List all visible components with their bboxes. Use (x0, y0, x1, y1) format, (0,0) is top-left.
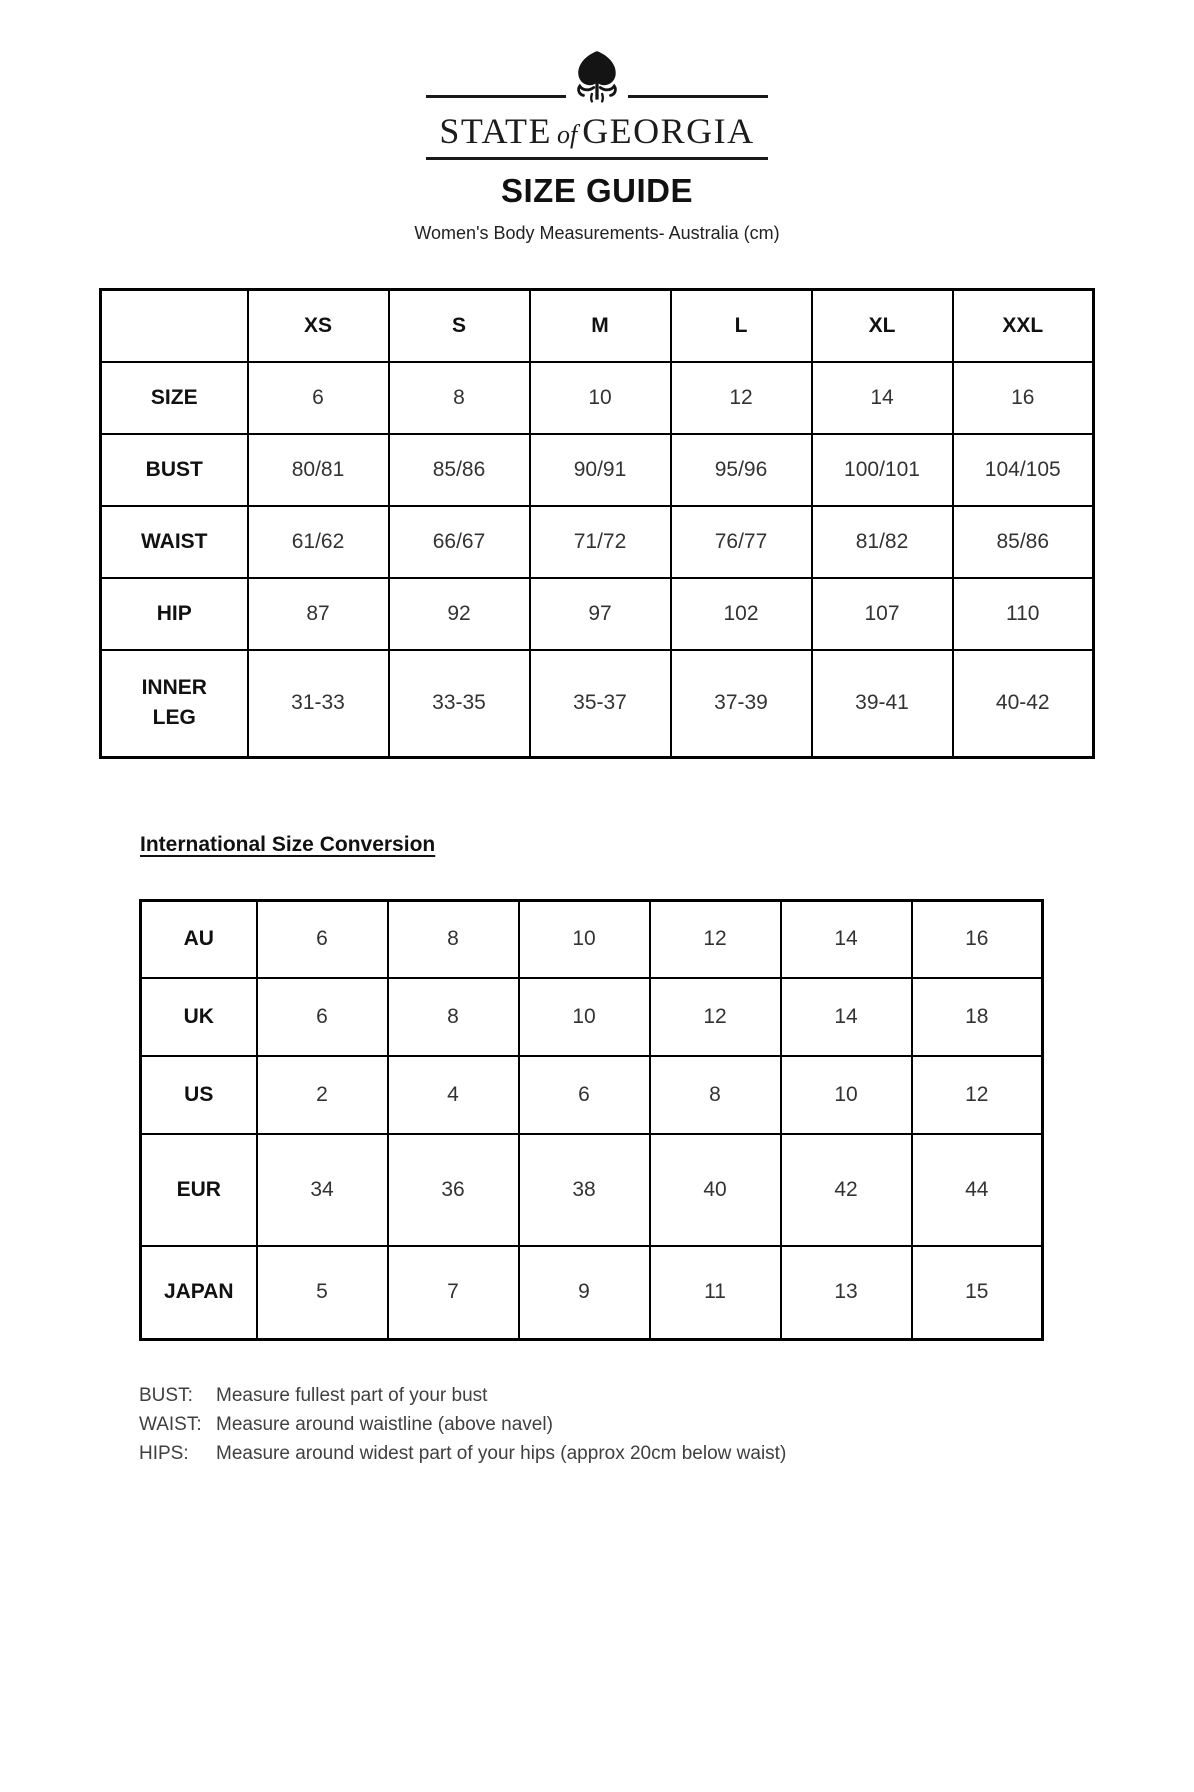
cell-value: 35-37 (530, 650, 671, 757)
cell-value: 102 (671, 578, 812, 650)
cell-value: 6 (257, 978, 388, 1056)
cell-value: 4 (388, 1056, 519, 1134)
note-label: BUST: (139, 1384, 193, 1406)
cell-value: 40 (650, 1134, 781, 1246)
cell-value: 37-39 (671, 650, 812, 757)
column-header-xl: XL (812, 289, 953, 362)
cell-value: 85/86 (953, 506, 1094, 578)
table-row-japan (141, 1246, 1043, 1339)
cell-value: 100/101 (812, 434, 953, 506)
cell-value: 95/96 (671, 434, 812, 506)
note-label: WAIST: (139, 1413, 202, 1435)
note-text: Measure around waistline (above navel) (216, 1413, 553, 1435)
tree-icon (569, 48, 625, 112)
note-row-hips (139, 1439, 1194, 1468)
column-header-xxl: XXL (953, 289, 1094, 362)
cell-value: 10 (519, 978, 650, 1056)
cell-value: 18 (912, 978, 1043, 1056)
cell-value: 10 (519, 900, 650, 978)
cell-value: 34 (257, 1134, 388, 1246)
cell-value: 8 (388, 978, 519, 1056)
cell-value: 12 (912, 1056, 1043, 1134)
cell-value: 12 (650, 978, 781, 1056)
cell-value: 81/82 (812, 506, 953, 578)
cell-value: 39-41 (812, 650, 953, 757)
table-row-uk (141, 978, 1043, 1056)
logo-rule-right (628, 95, 768, 98)
logo-tree-row (426, 48, 768, 112)
brand-logo (426, 0, 768, 160)
table-row-bust (101, 434, 1094, 506)
column-header (101, 289, 248, 362)
cell-value: 14 (781, 900, 912, 978)
brand-of: of (556, 120, 578, 149)
table-row-eur (141, 1134, 1043, 1246)
cell-value: 14 (812, 362, 953, 434)
row-label: WAIST (101, 506, 248, 578)
table-row-hip (101, 578, 1094, 650)
cell-value: 8 (388, 900, 519, 978)
row-label: EUR (141, 1134, 257, 1246)
cell-value: 6 (519, 1056, 650, 1134)
table-row-us (141, 1056, 1043, 1134)
cell-value: 85/86 (389, 434, 530, 506)
cell-value: 12 (671, 362, 812, 434)
cell-value: 6 (257, 900, 388, 978)
cell-value: 92 (389, 578, 530, 650)
cell-value: 15 (912, 1246, 1043, 1339)
table-row-waist (101, 506, 1094, 578)
cell-value: 2 (257, 1056, 388, 1134)
note-label: HIPS: (139, 1442, 189, 1464)
row-label: UK (141, 978, 257, 1056)
row-label: HIP (101, 578, 248, 650)
cell-value: 80/81 (248, 434, 389, 506)
page-subtitle: Women's Body Measurements- Australia (cm) (414, 222, 780, 243)
cell-value: 11 (650, 1246, 781, 1339)
measurement-notes (139, 1381, 1194, 1468)
column-header-s: S (389, 289, 530, 362)
row-label: SIZE (101, 362, 248, 434)
cell-value: 38 (519, 1134, 650, 1246)
cell-value: 7 (388, 1246, 519, 1339)
note-row-waist (139, 1410, 1194, 1439)
cell-value: 90/91 (530, 434, 671, 506)
cell-value: 42 (781, 1134, 912, 1246)
measurement-header-row (101, 289, 1094, 362)
row-label: BUST (101, 434, 248, 506)
page-title: SIZE GUIDE (500, 171, 694, 209)
cell-value: 5 (257, 1246, 388, 1339)
logo-rule-left (426, 95, 566, 98)
row-label: AU (141, 900, 257, 978)
logo-underline (426, 157, 768, 160)
cell-value: 36 (388, 1134, 519, 1246)
cell-value: 97 (530, 578, 671, 650)
brand-name (426, 112, 768, 152)
cell-value: 12 (650, 900, 781, 978)
brand-state: STATE (439, 111, 552, 151)
note-row-bust (139, 1381, 1194, 1410)
cell-value: 107 (812, 578, 953, 650)
table-row-inner-leg (101, 650, 1094, 757)
cell-value: 110 (953, 578, 1094, 650)
cell-value: 33-35 (389, 650, 530, 757)
cell-value: 6 (248, 362, 389, 434)
table-row-size (101, 362, 1094, 434)
cell-value: 40-42 (953, 650, 1094, 757)
cell-value: 61/62 (248, 506, 389, 578)
brand-georgia: GEORGIA (582, 111, 755, 151)
cell-value: 13 (781, 1246, 912, 1339)
cell-value: 104/105 (953, 434, 1094, 506)
cell-value: 16 (953, 362, 1094, 434)
conversion-heading: International Size Conversion (140, 832, 436, 856)
cell-value: 8 (650, 1056, 781, 1134)
cell-value: 10 (781, 1056, 912, 1134)
note-text: Measure around widest part of your hips (approx 20cm below waist) (216, 1442, 787, 1464)
cell-value: 16 (912, 900, 1043, 978)
table-row-au (141, 900, 1043, 978)
column-header-m: M (530, 289, 671, 362)
cell-value: 14 (781, 978, 912, 1056)
column-header-l: L (671, 289, 812, 362)
cell-value: 71/72 (530, 506, 671, 578)
measurement-table (99, 288, 1095, 759)
cell-value: 87 (248, 578, 389, 650)
note-text: Measure fullest part of your bust (216, 1384, 488, 1406)
row-label: INNER LEG (101, 650, 248, 757)
conversion-table (139, 899, 1044, 1341)
cell-value: 66/67 (389, 506, 530, 578)
row-label: JAPAN (141, 1246, 257, 1339)
cell-value: 10 (530, 362, 671, 434)
cell-value: 44 (912, 1134, 1043, 1246)
cell-value: 8 (389, 362, 530, 434)
column-header-xs: XS (248, 289, 389, 362)
cell-value: 76/77 (671, 506, 812, 578)
row-label: US (141, 1056, 257, 1134)
cell-value: 9 (519, 1246, 650, 1339)
cell-value: 31-33 (248, 650, 389, 757)
